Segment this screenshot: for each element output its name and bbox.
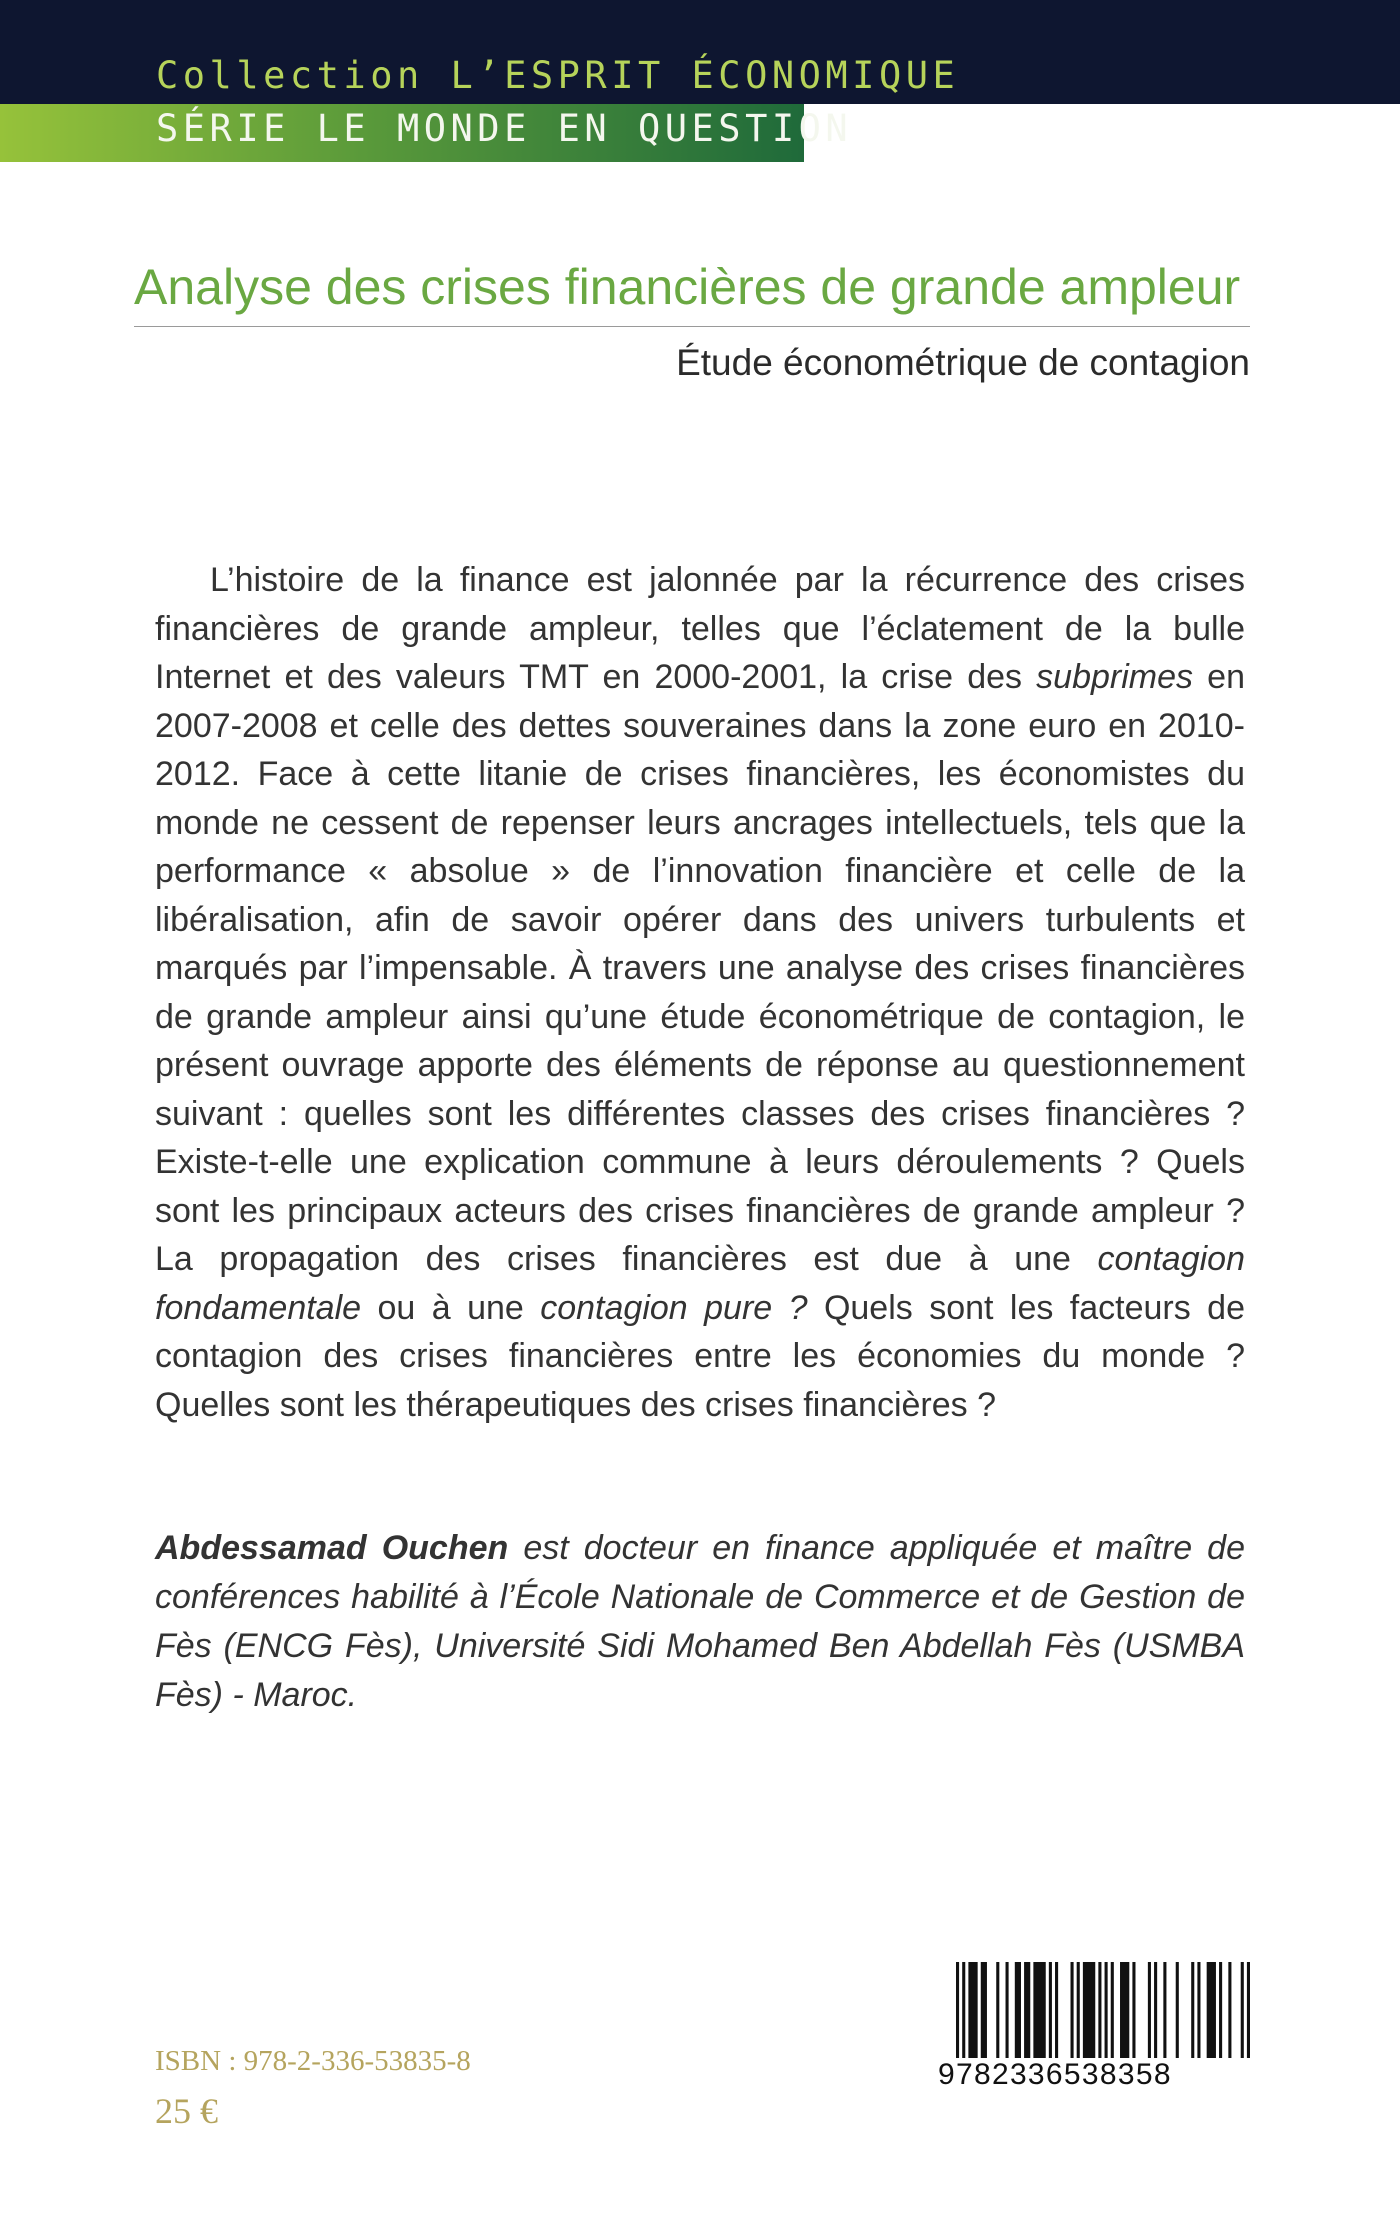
barcode-bar-3 (981, 1962, 987, 2058)
barcode-bar-21 (1163, 1962, 1166, 2058)
book-subtitle: Étude économétrique de contagion (676, 342, 1250, 383)
barcode-bar-6 (1015, 1962, 1021, 2058)
barcode-bar-16 (1111, 1962, 1114, 2058)
author-bio (155, 1524, 1245, 1720)
barcode-bar-12 (1077, 1962, 1080, 2058)
author-name: Abdessamad Ouchen (155, 1529, 509, 1567)
summary-emphasis-fundamental: contagion fondamentale (155, 1240, 1245, 1327)
barcode-bar-27 (1228, 1962, 1231, 2058)
barcode-bar-4 (996, 1962, 999, 2058)
barcode-bar-9 (1049, 1962, 1052, 2058)
barcode (956, 1962, 1250, 2058)
summary-text-2: en 2007-2008 et celle des dettes souveraines dans la zone euro en 2010-2012. Face à cette litanie de crises financières, les économistes du monde ne cessent de repenser leurs ancrages intellectuels, tels que la performance « absolue » de l’innovation financière et celle de la libéralisation, afin de savoir opérer dans des univers turbulents et marqués par l’impensable. À travers une analyse des crises financières de grande ampleur ainsi qu’une étude économétrique de contagion, le présent ouvrage apporte des éléments de réponse au questionnement suivant : quelles sont les différentes classes des crises financières ? Existe-t-elle une explication commune à leurs déroulements ? Quels sont les principaux acteurs des crises financières de grande ampleur ? La propagation des crises financières est due à une (155, 658, 1245, 1278)
book-summary (155, 556, 1245, 1429)
title-divider (134, 326, 1250, 327)
barcode-bar-17 (1120, 1962, 1129, 2058)
barcode-digits: 9782336538358 (938, 2058, 1172, 2091)
barcode-bar-19 (1148, 1962, 1151, 2058)
barcode-bar-0 (956, 1962, 959, 2058)
barcode-bar-26 (1219, 1962, 1222, 2058)
isbn: ISBN : 978-2-336-53835-8 (155, 2045, 471, 2077)
barcode-bar-11 (1071, 1962, 1074, 2058)
barcode-bar-13 (1083, 1962, 1095, 2058)
book-title: Analyse des crises financières de grande ampleur (134, 259, 1241, 315)
barcode-bar-15 (1105, 1962, 1108, 2058)
summary-emphasis-subprimes: subprimes (1036, 658, 1194, 696)
barcode-bar-1 (962, 1962, 965, 2058)
barcode-bar-18 (1132, 1962, 1135, 2058)
barcode-bar-25 (1207, 1962, 1216, 2058)
summary-emphasis-pure: contagion pure ? (540, 1288, 808, 1327)
barcode-bar-23 (1191, 1962, 1194, 2058)
barcode-bar-14 (1098, 1962, 1101, 2058)
barcode-bar-8 (1033, 1962, 1045, 2058)
barcode-bar-7 (1024, 1962, 1030, 2058)
barcode-bar-2 (968, 1962, 977, 2058)
barcode-bar-10 (1055, 1962, 1058, 2058)
author-bio-text: est docteur en finance appliquée et maître de conférences habilité à l’École Nationale de Commerce et de Gestion de Fès (ENCG Fès), Université Sidi Mohamed Ben Abdellah Fès (USMBA Fès) - Maroc. (155, 1529, 1245, 1714)
series-name: SÉRIE LE MONDE EN QUESTION (156, 107, 853, 150)
barcode-bar-5 (1006, 1962, 1009, 2058)
summary-text-3: ou à une (361, 1288, 541, 1327)
barcode-bar-28 (1241, 1962, 1244, 2058)
barcode-bar-22 (1176, 1962, 1179, 2058)
price: 25 € (155, 2091, 218, 2131)
barcode-bar-20 (1154, 1962, 1157, 2058)
collection-name: Collection L’ESPRIT ÉCONOMIQUE (156, 54, 960, 97)
barcode-bar-24 (1197, 1962, 1200, 2058)
summary-text-4: Quels sont les facteurs de contagion des crises financières entre les économies du monde ? Quelles sont les thérapeutiques des crises financières ? (155, 1288, 1245, 1424)
summary-text-1: L’histoire de la finance est jalonnée par la récurrence des crises financières de grande ampleur, telles que l’éclatement de la bulle Internet et des valeurs TMT en 2000-2001, la crise des (155, 561, 1245, 696)
barcode-bar-29 (1247, 1962, 1250, 2058)
